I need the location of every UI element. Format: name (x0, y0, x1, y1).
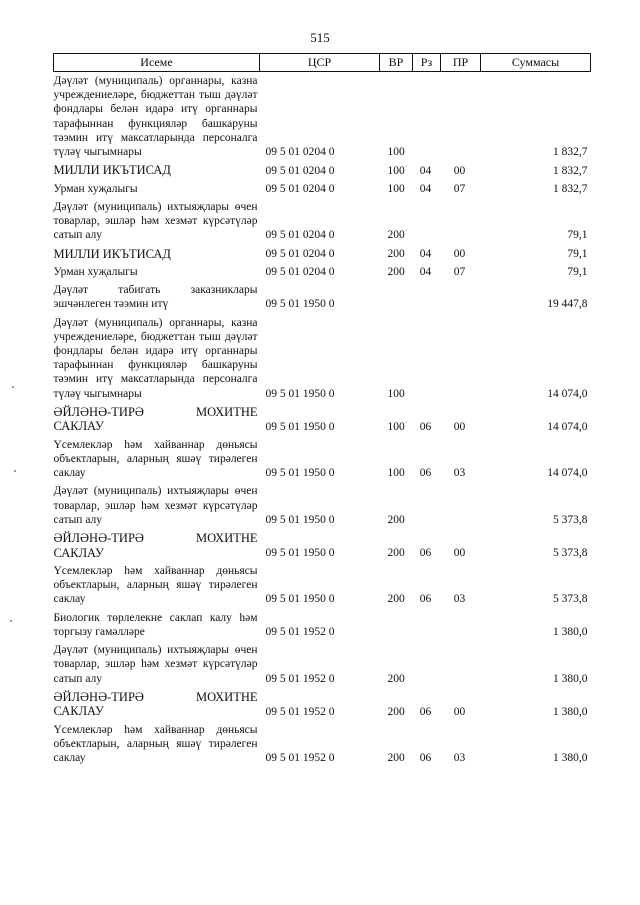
cell-name: Үсемлекләр һәм хайваннар дөньясы объектларын, аларның яшәү тирәлеген саклау (53, 565, 258, 606)
cell-sum: 79,1 (567, 247, 588, 260)
cell-csr: 09 5 01 0204 0 (265, 229, 335, 242)
cell-vr: 200 (387, 229, 405, 242)
cell-pr: 00 (453, 705, 466, 718)
cell-sum: 1 380,0 (553, 672, 588, 685)
cell-name: ӘЙЛӘНӘ-ТИРӘ МОХИТНЕ САКЛАУ (53, 689, 258, 719)
cell-sum: 1 380,0 (553, 752, 588, 765)
header-vr: ВР (380, 54, 413, 72)
table-row (54, 281, 591, 313)
cell-sum: 5 373,8 (553, 513, 588, 526)
header-pr: ПР (441, 54, 481, 72)
cell-sum: 1 832,7 (553, 164, 588, 177)
cell-rz (413, 198, 441, 245)
cell-rz (413, 482, 441, 529)
cell-sum: 1 832,7 (553, 182, 588, 195)
cell-sum: 1 380,0 (553, 705, 588, 718)
cell-sum: 14 074,0 (547, 387, 588, 400)
cell-csr: 09 5 01 1950 0 (265, 593, 335, 606)
cell-csr: 09 5 01 1950 0 (265, 546, 335, 559)
cell-csr: 09 5 01 1952 0 (265, 672, 335, 685)
cell-vr: 100 (387, 467, 405, 480)
cell-pr: 00 (453, 164, 466, 177)
cell-vr: 200 (387, 705, 405, 718)
cell-vr: 200 (387, 752, 405, 765)
cell-vr: 200 (387, 513, 405, 526)
cell-rz (413, 72, 441, 162)
cell-pr (441, 609, 481, 641)
cell-csr: 09 5 01 1950 0 (265, 387, 335, 400)
header-rz: Рз (413, 54, 441, 72)
cell-name: ӘЙЛӘНӘ-ТИРӘ МОХИТНЕ САКЛАУ (53, 404, 258, 434)
table-row (54, 263, 591, 281)
cell-csr: 09 5 01 1950 0 (265, 513, 335, 526)
cell-pr: 07 (453, 266, 466, 279)
cell-rz: 04 (419, 266, 432, 279)
cell-name: Дәүләт (муниципаль) ихтыяҗлары өчен товарлар, эшләр һәм хезмәт күрсәтүләр сатып алу (53, 485, 258, 526)
cell-pr (441, 314, 481, 403)
cell-sum: 79,1 (567, 229, 588, 242)
cell-vr (380, 281, 413, 313)
cell-csr: 09 5 01 1952 0 (265, 705, 335, 718)
table-row (54, 641, 591, 688)
cell-rz: 04 (419, 164, 432, 177)
cell-pr (441, 641, 481, 688)
cell-vr: 200 (387, 546, 405, 559)
cell-rz: 04 (419, 182, 432, 195)
cell-name: Дәүләт (муниципаль) ихтыяҗлары өчен товарлар, эшләр һәм хезмәт күрсәтүләр сатып алу (53, 644, 258, 685)
cell-vr: 200 (387, 266, 405, 279)
table-row (54, 198, 591, 245)
cell-sum: 5 373,8 (553, 593, 588, 606)
cell-sum: 79,1 (567, 266, 588, 279)
cell-sum: 19 447,8 (547, 298, 588, 311)
header-sum: Суммасы (481, 54, 591, 72)
cell-rz: 06 (419, 752, 432, 765)
cell-vr: 100 (387, 387, 405, 400)
cell-csr: 09 5 01 1952 0 (265, 625, 335, 638)
table-header-row (54, 54, 591, 72)
cell-rz: 04 (419, 247, 432, 260)
cell-csr: 09 5 01 0204 0 (265, 164, 335, 177)
cell-vr: 100 (387, 146, 405, 159)
cell-vr: 100 (387, 420, 405, 433)
cell-rz: 06 (419, 593, 432, 606)
cell-pr: 07 (453, 182, 466, 195)
cell-vr (380, 609, 413, 641)
header-name: Исеме (54, 54, 260, 72)
table-row (54, 245, 591, 264)
cell-csr: 09 5 01 1950 0 (265, 420, 335, 433)
cell-name: МИЛЛИ ИКЪТИСАД (53, 163, 171, 178)
table-row (54, 609, 591, 641)
table-row (54, 721, 591, 768)
cell-csr: 09 5 01 0204 0 (265, 182, 335, 195)
cell-pr: 00 (453, 247, 466, 260)
cell-name: Урман хуҗалыгы (53, 182, 138, 195)
cell-csr: 09 5 01 1952 0 (265, 752, 335, 765)
cell-pr (441, 281, 481, 313)
cell-rz (413, 314, 441, 403)
page-number: 515 (310, 30, 330, 45)
cell-vr: 200 (387, 672, 405, 685)
cell-name: Үсемлекләр һәм хайваннар дөньясы объектларын, аларның яшәү тирәлеген саклау (53, 723, 258, 765)
budget-table (53, 53, 591, 767)
cell-vr: 200 (387, 593, 405, 606)
table-row (54, 403, 591, 436)
header-csr: ЦСР (260, 54, 380, 72)
table-row (54, 436, 591, 483)
cell-vr: 200 (387, 247, 405, 260)
cell-rz (413, 609, 441, 641)
cell-vr: 100 (387, 182, 405, 195)
table-row (54, 482, 591, 529)
cell-pr: 03 (453, 467, 466, 480)
cell-pr (441, 72, 481, 162)
cell-name: Дәүләт (муниципаль) органнары, казна учреждениеләре, бюджеттан тыш дәүләт фондлары белән идарә итү органнары тарафыннан функцияләр башкаруны тәэмин итү максатларында персоналга түләү чыгымнары (53, 75, 258, 159)
cell-rz: 06 (419, 467, 432, 480)
cell-name: ӘЙЛӘНӘ-ТИРӘ МОХИТНЕ САКЛАУ (53, 531, 258, 560)
cell-name: Дәүләт табигать заказниклары эшчәнлеген тәэмин итү (53, 284, 258, 311)
cell-name: Урман хуҗалыгы (53, 266, 138, 279)
cell-csr: 09 5 01 0204 0 (265, 247, 335, 260)
cell-csr: 09 5 01 1950 0 (265, 298, 335, 311)
cell-rz: 06 (419, 546, 432, 559)
cell-sum: 1 380,0 (553, 625, 588, 638)
scan-speck (12, 386, 14, 388)
cell-name: Дәүләт (муниципаль) органнары, казна учреждениеләре, бюджеттан тыш дәүләт фондлары белән идарә итү органнары тарафыннан функцияләр башкаруны тәэмин итү максатларында персоналга түләү чыгымнары (53, 316, 258, 400)
cell-pr: 00 (453, 420, 466, 433)
table-row (54, 161, 591, 180)
table-row (54, 72, 591, 162)
scan-speck (10, 620, 12, 622)
table-row (54, 314, 591, 403)
cell-pr: 03 (453, 752, 466, 765)
cell-csr: 09 5 01 1950 0 (265, 467, 335, 480)
cell-sum: 14 074,0 (547, 467, 588, 480)
table-row (54, 688, 591, 721)
cell-pr (441, 198, 481, 245)
cell-rz: 06 (419, 420, 432, 433)
cell-csr: 09 5 01 0204 0 (265, 146, 335, 159)
cell-rz (413, 641, 441, 688)
cell-name: Үсемлекләр һәм хайваннар дөньясы объектларын, аларның яшәү тирәлеген саклау (53, 438, 258, 480)
cell-vr: 100 (387, 164, 405, 177)
table-row (54, 180, 591, 198)
cell-rz: 06 (419, 705, 432, 718)
cell-rz (413, 281, 441, 313)
cell-pr: 00 (453, 546, 466, 559)
table-body (54, 72, 591, 768)
cell-name: МИЛЛИ ИКЪТИСАД (53, 246, 171, 261)
table-row (54, 529, 591, 562)
cell-name: Биологик төрлелекне саклап калу һәм торгызу гамәлләре (53, 611, 258, 638)
table-row (54, 562, 591, 609)
cell-pr: 03 (453, 593, 466, 606)
cell-sum: 14 074,0 (547, 420, 588, 433)
cell-sum: 1 832,7 (553, 146, 588, 159)
cell-csr: 09 5 01 0204 0 (265, 266, 335, 279)
cell-name: Дәүләт (муниципаль) ихтыяҗлары өчен товарлар, эшләр һәм хезмәт күрсәтүләр сатып алу (53, 200, 258, 242)
scan-speck (14, 470, 16, 472)
cell-sum: 5 373,8 (553, 546, 588, 559)
cell-pr (441, 482, 481, 529)
